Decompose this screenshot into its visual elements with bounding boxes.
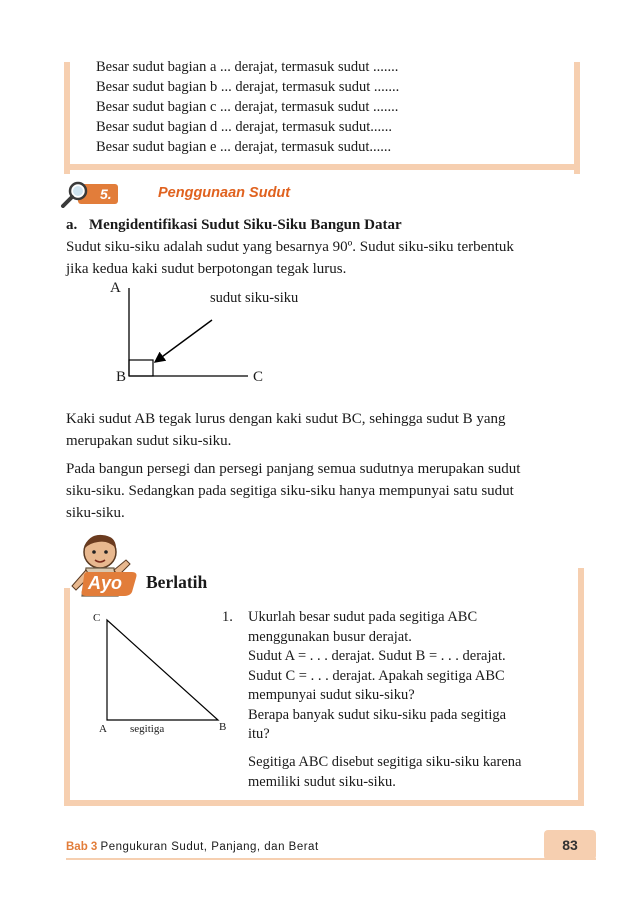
subsection-label: a.: [66, 217, 78, 233]
subsection-heading: [66, 214, 576, 236]
box-border-bottom: [64, 800, 584, 806]
mascot-illustration: [58, 530, 138, 610]
box-border-bottom: [64, 164, 580, 170]
box-border-left: [64, 588, 70, 806]
angle-question-e: Besar sudut bagian e ... derajat, termasuk sudut......: [96, 139, 392, 155]
question-line: menggunakan busur derajat.: [248, 629, 412, 645]
footer-chapter-number: Bab 3: [66, 841, 98, 853]
triangle-label-a: A: [99, 723, 107, 735]
section-heading: [60, 180, 291, 206]
question-line: Segitiga ABC disebut segitiga siku-siku karena: [248, 754, 522, 770]
page-number: 83: [544, 830, 596, 860]
subsection-title: Mengidentifikasi Sudut Siku-Siku Bangun Datar: [89, 217, 402, 233]
question-line: Sudut C = . . . derajat. Apakah segitiga ABC: [248, 668, 505, 684]
paragraph-line: siku-siku. Sedangkan pada segitiga siku-siku hanya mempunyai satu sudut: [66, 483, 514, 499]
paragraph-line: Kaki sudut AB tegak lurus dengan kaki sudut BC, sehingga sudut B yang: [66, 411, 506, 427]
question-line: Ukurlah besar sudut pada segitiga ABC: [248, 609, 478, 625]
box-border-right: [578, 568, 584, 806]
triangle-caption: segitiga: [130, 723, 165, 735]
angle-question-d: Besar sudut bagian d ... derajat, termasuk sudut......: [96, 119, 392, 135]
section-number: 5.: [78, 184, 118, 204]
footer-chapter: [66, 841, 319, 853]
right-angle-mark: [129, 360, 153, 376]
question-line: memiliki sudut siku-siku.: [248, 774, 396, 790]
callout-label: sudut siku-siku: [210, 290, 299, 306]
angle-question-c: Besar sudut bagian c ... derajat, termasuk sudut .......: [96, 99, 399, 115]
practice-title: Berlatih: [146, 572, 208, 592]
box-border-left: [64, 62, 70, 174]
label-c: C: [253, 369, 264, 385]
question-number: 1.: [222, 609, 233, 625]
label-a: A: [110, 280, 121, 296]
ayo-badge-label: Ayo: [88, 573, 123, 593]
triangle-label-b: B: [219, 721, 227, 733]
exercise-box-top: [64, 54, 580, 166]
magnifier-icon: [60, 180, 92, 208]
question-line: itu?: [248, 726, 270, 742]
footer-chapter-title: Pengukuran Sudut, Panjang, dan Berat: [100, 841, 319, 853]
question-line: Berapa banyak sudut siku-siku pada segitiga: [248, 707, 507, 723]
angle-question-a: Besar sudut bagian a ... derajat, termasuk sudut .......: [96, 59, 399, 75]
triangle-figure: [90, 610, 230, 740]
triangle-shape: [107, 620, 218, 720]
paragraph-line: jika kedua kaki sudut berpotongan tegak lurus.: [66, 261, 347, 277]
callout-arrow: [155, 320, 212, 362]
question-line: mempunyai sudut siku-siku?: [248, 687, 415, 703]
label-b: B: [116, 369, 127, 385]
ayo-badge: [80, 572, 138, 596]
section-title: Penggunaan Sudut: [158, 185, 291, 201]
box-border-right: [574, 62, 580, 174]
paragraph-line: siku-siku.: [66, 505, 125, 521]
paragraph-line: Pada bangun persegi dan persegi panjang semua sudutnya merupakan sudut: [66, 461, 521, 477]
footer-rule: [66, 858, 596, 860]
triangle-label-c: C: [93, 612, 101, 624]
paragraph-line: Sudut siku-siku adalah sudut yang besarnya 90º. Sudut siku-siku terbentuk: [66, 239, 514, 255]
angle-question-b: Besar sudut bagian b ... derajat, termasuk sudut .......: [96, 79, 400, 95]
paragraph-line: merupakan sudut siku-siku.: [66, 433, 232, 449]
question-line: Sudut A = . . . derajat. Sudut B = . . . derajat.: [248, 648, 506, 664]
